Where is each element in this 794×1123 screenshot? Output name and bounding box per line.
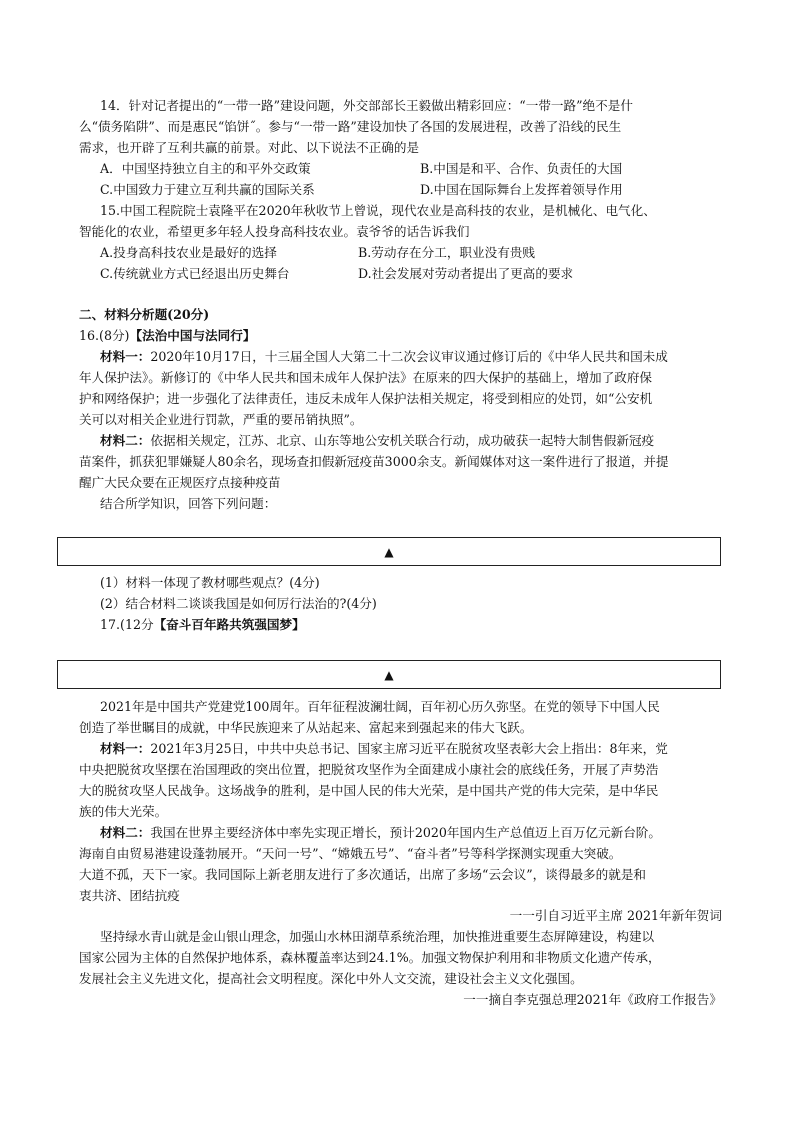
- material-label: 材料二：: [100, 433, 151, 448]
- answer-placeholder-triangle: ▲: [384, 544, 394, 559]
- q17-report-line-1: 坚持绿水青山就是金山银山理念，加强山水林田湖草系统治理，加快推进重要生态屏障建设，构建以: [100, 929, 655, 944]
- q17-material-1-line-4: 族的伟大光荣。: [79, 804, 168, 819]
- q14-line-2: 么“债务陷阱”、而是惠民“馅饼˝。参与“一带一路”建设加快了各国的发展进程，改善了沿线的民生: [79, 119, 622, 134]
- q16-material-1-line-3: 护和网络保护；进一步强化了法律责任，违反未成年人保护法相关规定，将受到相应的处罚，如“公安机: [79, 391, 653, 406]
- q16-answer-box[interactable]: [57, 537, 721, 566]
- material-label: 材料二：: [100, 825, 151, 840]
- q17-report-line-2: 国家公园为主体的自然保护地体系，森林覆盖率达到24.1%。加强文物保护利用和非物质文化遗产传承，: [79, 950, 661, 965]
- q16-subquestion-2: (2）结合材料二谈谈我国是如何厉行法治的?(4分): [100, 596, 377, 611]
- section-2-title: 二、材料分析题(20分): [79, 307, 210, 322]
- q14-option-b: B.中国是和平、合作、负责任的大国: [420, 161, 623, 176]
- q17-intro-line-2: 创造了举世瞩目的成就，中华民族迎来了从站起来、富起来到强起来的伟大飞跃。: [79, 720, 533, 735]
- q15-option-d: D.社会发展对劳动者提出了更高的要求: [358, 266, 574, 281]
- q16-heading: [79, 326, 255, 346]
- q15-option-b: B.劳动存在分工，职业没有贵贱: [358, 245, 535, 260]
- q16-heading-score: 16.(8分): [79, 328, 130, 343]
- q17-material-2-line-3: 大道不孤，天下一家。我同国际上新老朋友进行了多次通话，出席了多场“云会议”，谈得最多的就是和: [79, 867, 647, 882]
- q16-material-1-line-2: 年人保护法》。新修订的《中华人民共和国未成年人保护法》在原来的四大保护的基础上，增加了政府保: [79, 370, 653, 385]
- q17-heading: [100, 615, 305, 635]
- q17-heading-tag: 【奋斗百年路共筑强国梦】: [153, 617, 305, 632]
- q16-material-2-line-3: 醒广大民众要在正规医疗点接种疫苗: [79, 475, 281, 490]
- q15-option-c: C.传统就业方式已经退出历史舞台: [100, 266, 290, 281]
- q17-report-line-3: 发展社会主义先进文化，提高社会文明程度。深化中外人文交流，建设社会主义文化强国。: [79, 971, 583, 986]
- q17-material-1-line-2: 中央把脱贫攻坚摆在治国理政的突出位置，把脱贫攻坚作为全面建成小康社会的底线任务，开展了声势浩: [79, 762, 659, 777]
- q17-answer-box[interactable]: [57, 660, 721, 689]
- q17-heading-score: 17.(12分: [100, 617, 154, 632]
- q16-material-1-line-1: 材料一：2020年10月17日，十三届全国人大第二十二次会议审议通过修订后的《中华人民共和国未成: [100, 349, 668, 364]
- q17-source-1: 一一引自习近平主席 2021年新年贺词: [509, 908, 722, 923]
- q17-material-2-line-1: 材料二：我国在世界主要经济体中率先实现正增长，预计2020年国内生产总值迈上百万亿元新台阶。: [100, 825, 661, 840]
- q15-option-a: A.投身高科技农业是最好的选择: [100, 245, 277, 260]
- q16-subquestion-1: (1）材料一体现了教材哪些观点？(4分): [100, 575, 320, 590]
- q17-source-2: 一一摘自李克强总理2021年《政府工作报告》: [463, 992, 722, 1007]
- q16-prompt: 结合所学知识，回答下列问题：: [100, 496, 277, 511]
- material-label: 材料一：: [100, 349, 151, 364]
- q15-line-2: 智能化的农业，希望更多年轻人投身高科技农业。袁爷爷的话告诉我们: [79, 224, 470, 239]
- q17-material-1-line-3: 大的脱贫攻坚人民战争。这场战争的胜利，是中国人民的伟大光荣，是中国共产党的伟大完荣，是中华民: [79, 783, 659, 798]
- q14-option-d: D.中国在国际舞台上发挥着领导作用: [420, 182, 623, 197]
- q14-option-c: C.中国致力于建立互利共赢的国际关系: [100, 182, 315, 197]
- q14-line-1: 14．针对记者提出的“一带一路”建设问题，外交部部长王毅做出精彩回应：“一带一路”绝不是什: [100, 98, 633, 113]
- q16-heading-tag: 【法治中国与法同行】: [129, 328, 256, 343]
- q17-material-1-line-1: 材料一：2021年3月25日，中共中央总书记、国家主席习近平在脱贫攻坚表彰大会上指出：8年来，党: [100, 741, 668, 756]
- q16-material-2-line-2: 苗案件，抓获犯罪嫌疑人80余名，现场查扣假新冠疫苗3000余支。新闻媒体对这一案件进行了报道，并提: [79, 454, 669, 469]
- q16-material-2-line-1: 材料二：依据相关规定，江苏、北京、山东等地公安机关联合行动，成功破获一起特大制售假新冠疫: [100, 433, 655, 448]
- q14-option-a: A．中国坚持独立自主的和平外交政策: [100, 161, 311, 176]
- q17-intro-line-1: 2021年是中国共产党建党100周年。百年征程波澜壮阔，百年初心历久弥坚。在党的领导下中国人民: [100, 699, 660, 714]
- q16-material-1-line-4: 关可以对相关企业进行罚款，严重的要吊销执照”。: [79, 412, 363, 427]
- answer-placeholder-triangle: ▲: [384, 667, 394, 682]
- q17-material-2-line-4: 衷共济、团结抗疫: [79, 888, 180, 903]
- q14-line-3: 需求，也开辟了互利共赢的前景。对此、以下说法不正确的是: [79, 140, 420, 155]
- material-label: 材料一：: [100, 741, 151, 756]
- q15-line-1: 15.中国工程院院士袁隆平在2020年秋收节上曾说，现代农业是高科技的农业，是机械化、电气化、: [100, 203, 656, 218]
- q17-material-2-line-2: 海南自由贸易港建设蓬勃展开。“天问一号”、“嫦娥五号”、“奋斗者”号等科学探测实现重大突破。: [79, 846, 622, 861]
